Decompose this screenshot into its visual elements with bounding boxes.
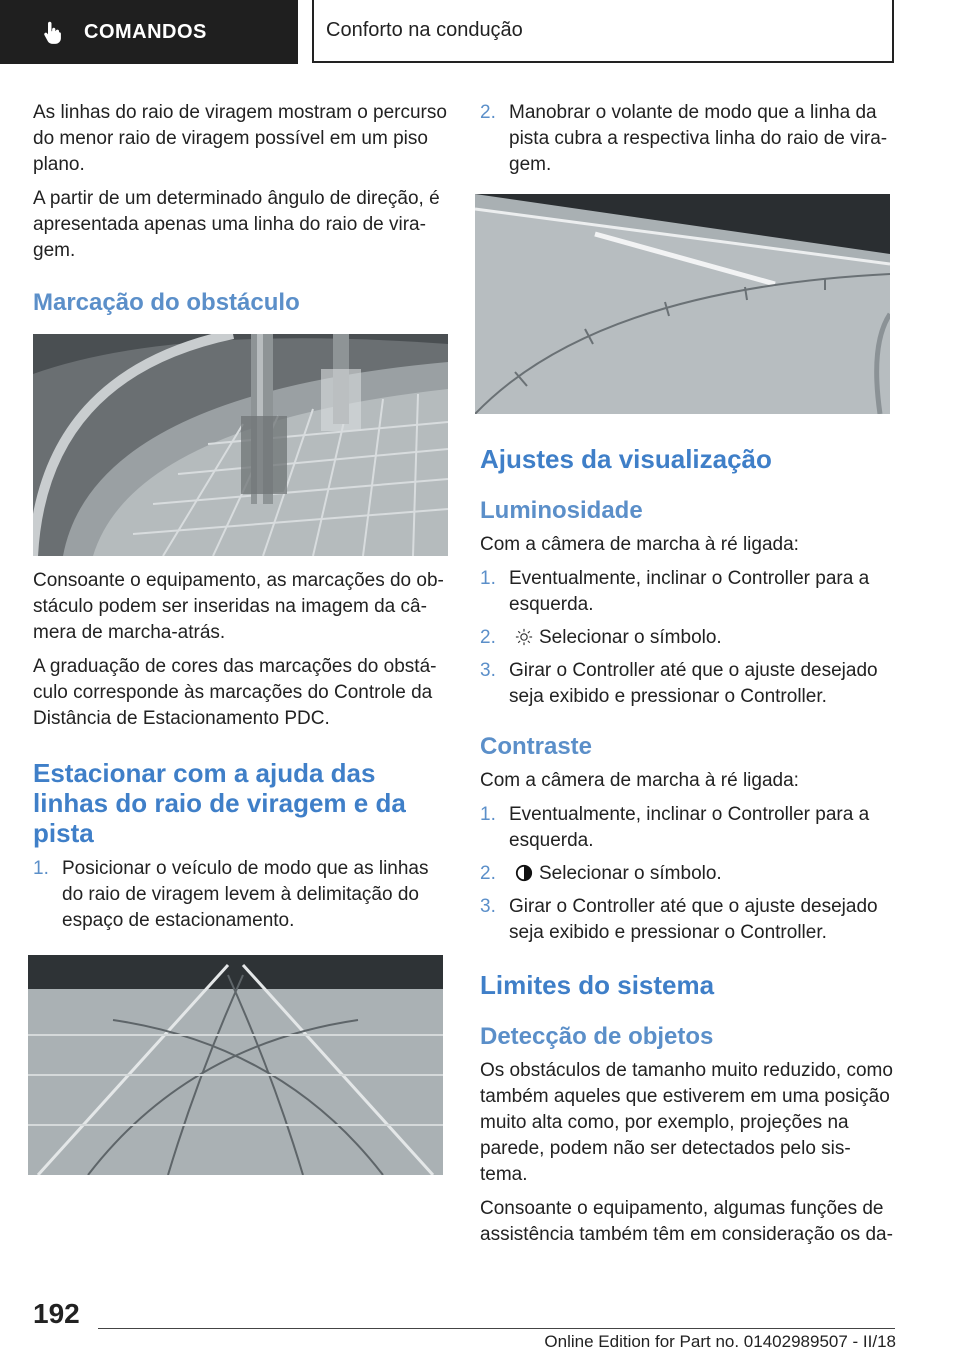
step-number: 2. bbox=[480, 627, 496, 648]
step-number: 3. bbox=[480, 660, 496, 681]
heading-brightness: Luminosidade bbox=[480, 497, 643, 524]
paragraph: Os obstáculos de tamanho muito reduzido, como também aqueles que estiverem em uma posição muito alta como, por exemplo, projeções na parede, podem não ser detectados pelo sis-tema. bbox=[480, 1060, 893, 1185]
heading-system-limits: Limites do sistema bbox=[480, 970, 715, 1000]
list-item bbox=[480, 100, 895, 178]
step-text: Posicionar o veículo de modo que as linhas do raio de viragem levem à delimitação do espaço de estacionamento. bbox=[62, 858, 429, 931]
heading-view-settings: Ajustes da visualização bbox=[480, 444, 772, 474]
paragraph: A graduação de cores das marcações do obstá-culo corresponde às marcações do Controle da Distância de Estacionamento PDC. bbox=[33, 656, 437, 729]
obstacle-marking-figure bbox=[33, 334, 448, 556]
page-number: 192 bbox=[33, 1298, 80, 1329]
track-line-figure bbox=[475, 194, 890, 414]
contrast-steps bbox=[480, 802, 895, 946]
footer-divider bbox=[98, 1328, 895, 1329]
list-item bbox=[33, 856, 448, 934]
list-item bbox=[480, 625, 895, 651]
paragraph: Consoante o equipamento, as marcações do ob-stáculo podem ser inseridas na imagem da câ-mera de marcha-atrás. bbox=[33, 570, 444, 643]
step-text: Eventualmente, inclinar o Controller para a esquerda. bbox=[509, 568, 870, 615]
list-item bbox=[480, 894, 895, 946]
parking-steps bbox=[33, 856, 448, 934]
step-number: 2. bbox=[480, 102, 496, 123]
brightness-steps bbox=[480, 566, 895, 710]
step-number: 2. bbox=[480, 863, 496, 884]
step-text: Manobrar o volante de modo que a linha da pista cubra a respectiva linha do raio de vira-gem. bbox=[509, 102, 888, 175]
step-text: Selecionar o símbolo. bbox=[539, 863, 722, 884]
step-text: Eventualmente, inclinar o Controller para a esquerda. bbox=[509, 804, 870, 851]
list-item bbox=[480, 566, 895, 618]
contrast-icon bbox=[515, 864, 533, 882]
turning-radius-lines-figure bbox=[28, 955, 443, 1175]
paragraph: Com a câmera de marcha à ré ligada: bbox=[480, 534, 799, 555]
step-number: 1. bbox=[33, 858, 49, 879]
step-number: 3. bbox=[480, 896, 496, 917]
step-text: Girar o Controller até que o ajuste desejado seja exibido e pressionar o Controller. bbox=[509, 660, 878, 707]
list-item bbox=[480, 658, 895, 710]
right-column bbox=[480, 100, 895, 1256]
paragraph: Com a câmera de marcha à ré ligada: bbox=[480, 770, 799, 791]
step-text: Girar o Controller até que o ajuste desejado seja exibido e pressionar o Controller. bbox=[509, 896, 878, 943]
paragraph: A partir de um determinado ângulo de direção, é apresentada apenas uma linha do raio de vira-gem. bbox=[33, 188, 440, 261]
heading-contrast: Contraste bbox=[480, 733, 593, 760]
step-number: 1. bbox=[480, 568, 496, 589]
heading-parking-assist: Estacionar com a ajuda das linhas do raio de viragem e da pista bbox=[33, 758, 406, 848]
heading-object-detection: Detecção de objetos bbox=[480, 1023, 714, 1050]
edition-info: Online Edition for Part no. 01402989507 - II/18 bbox=[544, 1332, 896, 1351]
brightness-icon bbox=[515, 628, 533, 646]
step-number: 1. bbox=[480, 804, 496, 825]
list-item bbox=[480, 861, 895, 887]
paragraph: Consoante o equipamento, algumas funções de assistência também têm em consideração os da- bbox=[480, 1198, 893, 1245]
step-text: Selecionar o símbolo. bbox=[539, 627, 722, 648]
left-column bbox=[33, 100, 448, 941]
section-label: COMANDOS bbox=[84, 20, 207, 43]
hand-pointer-icon bbox=[40, 19, 66, 45]
paragraph: As linhas do raio de viragem mostram o percurso do menor raio de viragem possível em um piso plano. bbox=[33, 102, 447, 175]
section-tab bbox=[0, 0, 298, 64]
chapter-title: Conforto na condução bbox=[312, 0, 894, 63]
heading-obstacle-marking: Marcação do obstáculo bbox=[33, 289, 300, 316]
parking-steps-continued bbox=[480, 100, 895, 178]
list-item bbox=[480, 802, 895, 854]
